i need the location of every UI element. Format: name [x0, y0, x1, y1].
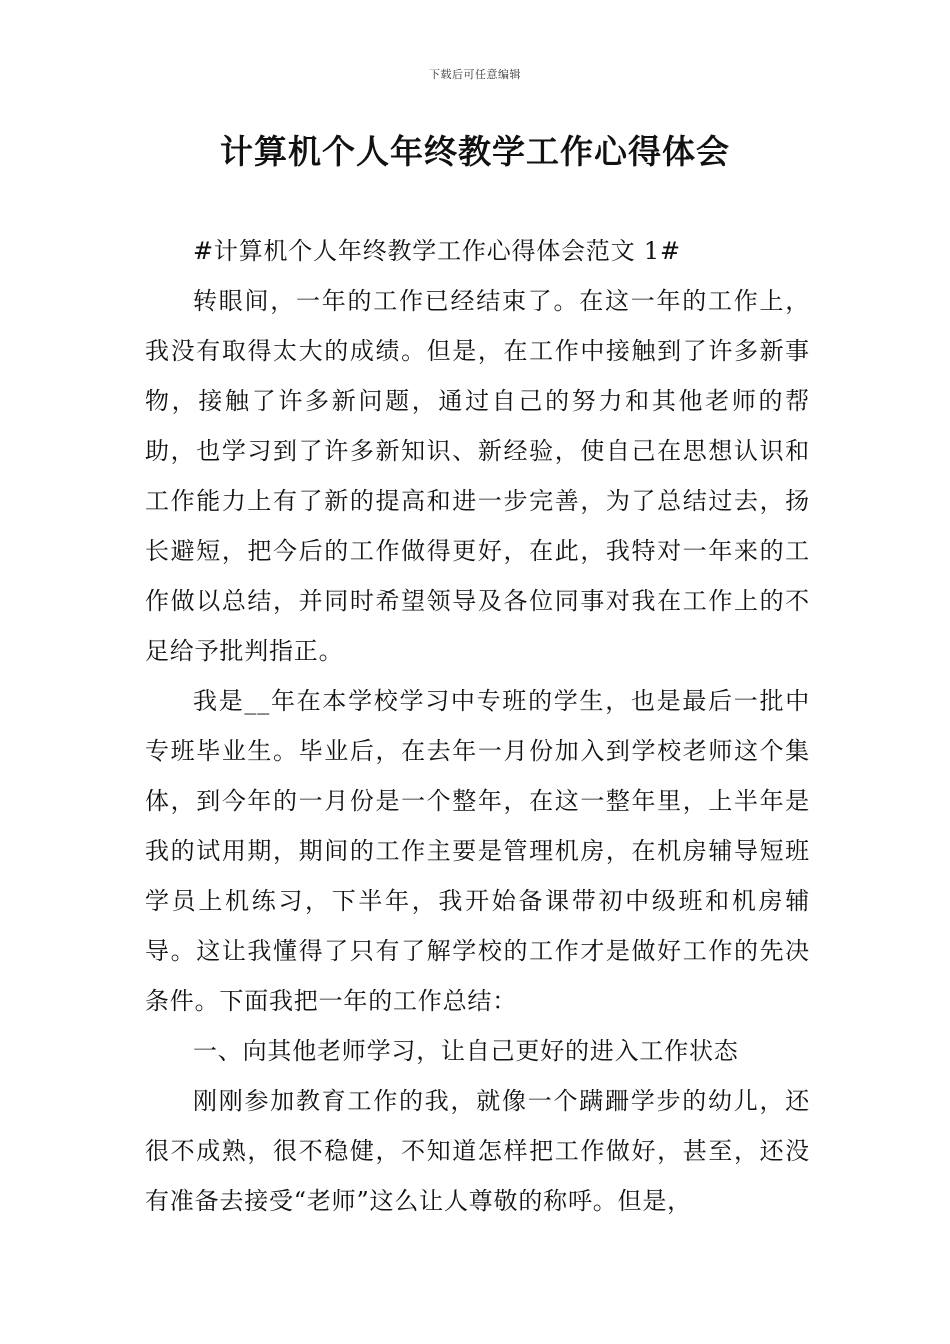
document-body [145, 226, 810, 1226]
section-heading-paragraph: #计算机个人年终教学工作心得体会范文 1# [193, 237, 681, 265]
body-paragraph: 我是__年在本学校学习中专班的学生，也是最后一批中专班毕业生。毕业后，在去年一月份加入到学校老师这个集体，到今年的一月份是一个整年，在这一整年里，上半年是我的试用期，期间的工作主要是管理机房，在机房辅导短班学员上机练习，下半年，我开始备课带初中级班和机房辅导。这让我懂得了只有了解学校的工作才是做好工作的先决条件。下面我把一年的工作总结： [145, 687, 810, 1015]
body-paragraph: 转眼间，一年的工作已经结束了。在这一年的工作上，我没有取得太大的成绩。但是，在工作中接触到了许多新事物，接触了许多新问题，通过自己的努力和其他老师的帮助，也学习到了许多新知识、新经验，使自己在思想认识和工作能力上有了新的提高和进一步完善，为了总结过去，扬长避短，把今后的工作做得更好，在此，我特对一年来的工作做以总结，并同时希望领导及各位同事对我在工作上的不足给予批判指正。 [145, 287, 810, 665]
document-title: 计算机个人年终教学工作心得体会 [220, 132, 730, 171]
header-note: 下载后可任意编辑 [429, 68, 521, 81]
body-paragraph: 刚刚参加教育工作的我，就像一个蹒跚学步的幼儿，还很不成熟，很不稳健，不知道怎样把工作做好，甚至，还没有准备去接受“老师”这么让人尊敬的称呼。但是， [145, 1087, 810, 1215]
subheading-paragraph: 一、向其他老师学习，让自己更好的进入工作状态 [193, 1037, 739, 1065]
